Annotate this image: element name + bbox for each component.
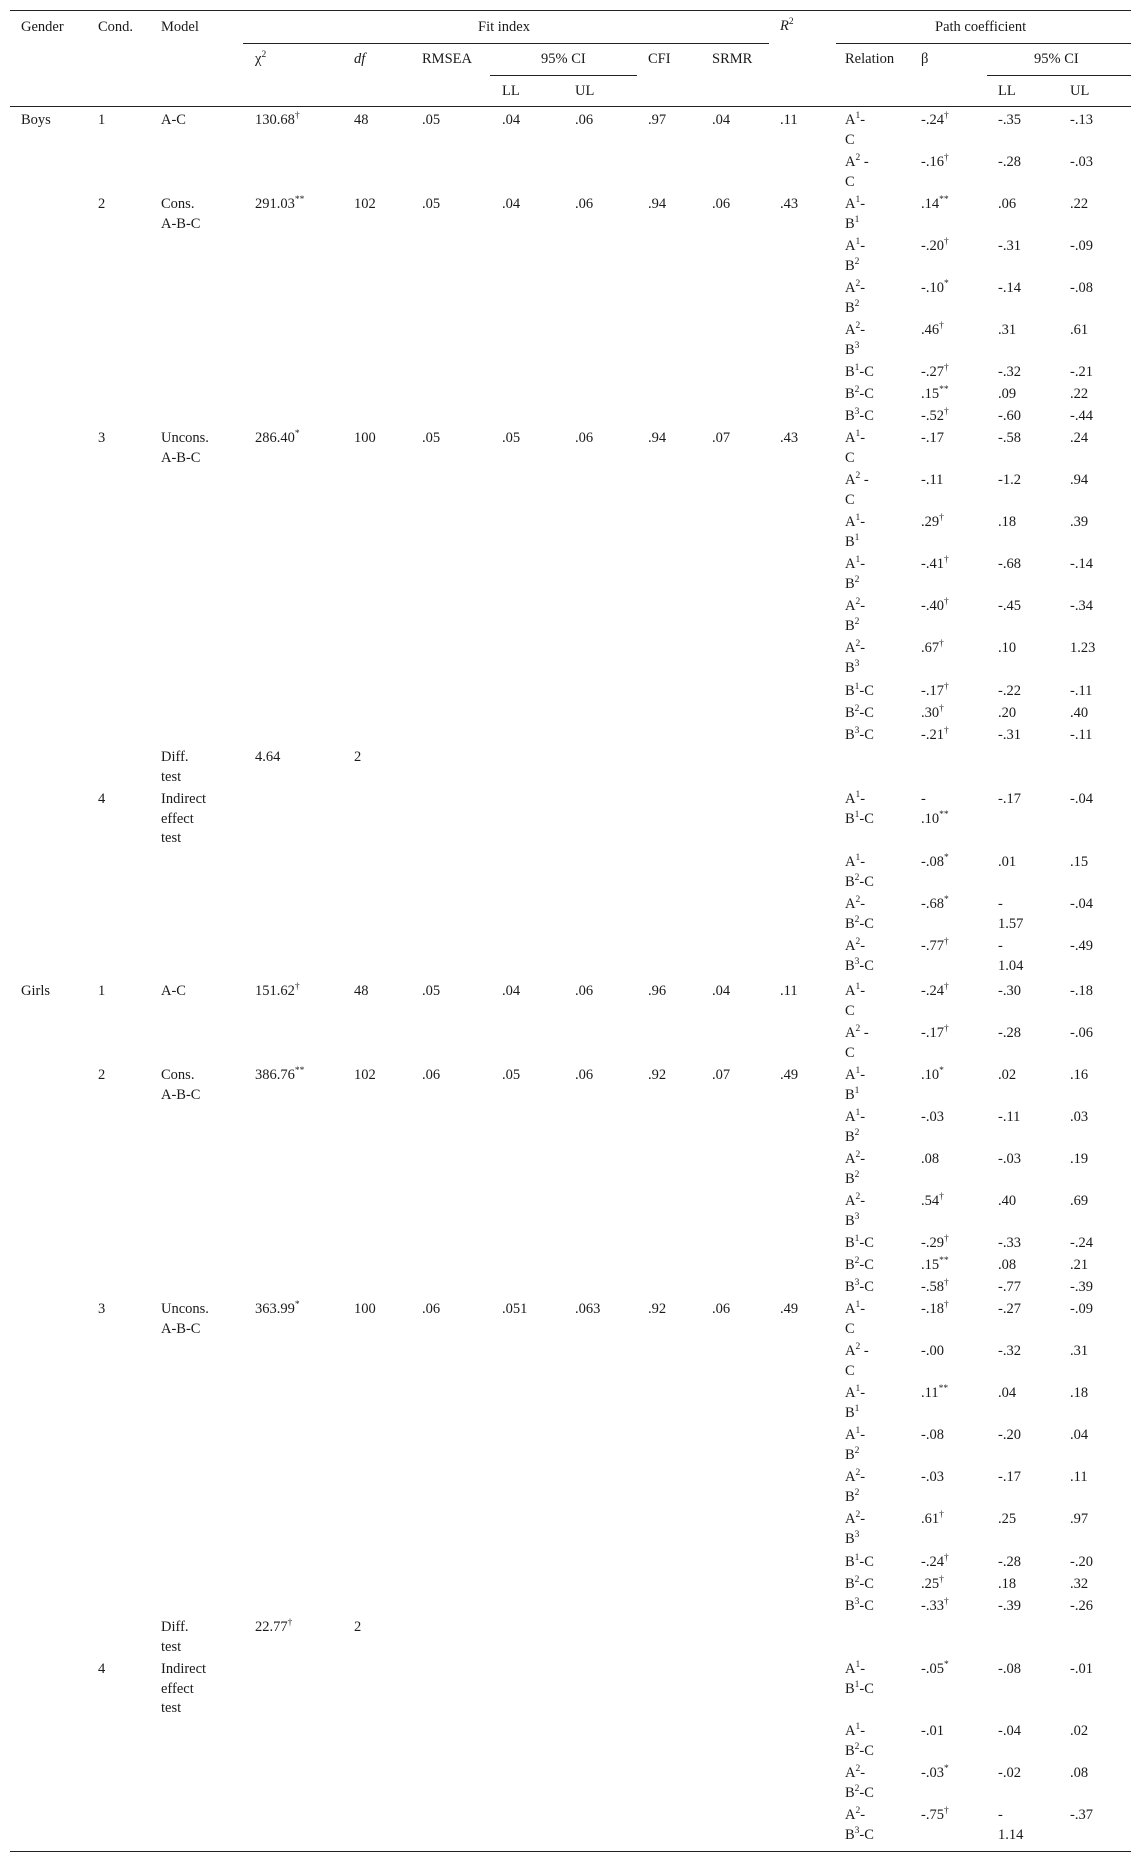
fit-chi-cell: 386.76**: [255, 1066, 305, 1083]
path-ul-cell: .69: [1070, 1193, 1089, 1209]
path-rel-cell: $B^3-C$: [845, 1278, 874, 1295]
path-ll-cell: -.45: [998, 598, 1021, 614]
path-ll-cell: - 1.57: [998, 896, 1024, 932]
path-ll-cell: -.60: [998, 408, 1021, 424]
path-rel-cell: $A^1-$ $B^2-C$: [845, 1722, 874, 1759]
path-b-cell: -.17†: [921, 682, 949, 699]
path-rel-cell: $A^1-$ $B^1$: [845, 195, 866, 232]
path-ll-cell: -.28: [998, 154, 1021, 170]
path-b-cell: .25†: [921, 1575, 944, 1592]
path-ll-cell: -1.2: [998, 472, 1021, 488]
fit-ul-cell: .06: [575, 196, 594, 212]
fit-ul-cell: .06: [575, 983, 594, 999]
path-ul-cell: .94: [1070, 472, 1089, 488]
path-ll-cell: .01: [998, 854, 1017, 870]
fit-rmsea-cell: .05: [422, 430, 441, 446]
path-ul-cell: .32: [1070, 1576, 1089, 1592]
path-rel-cell: $A^1-$ $B^2$: [845, 1108, 866, 1145]
path-ul-cell: .16: [1070, 1067, 1089, 1083]
path-ll-cell: .20: [998, 705, 1017, 721]
path-rel-cell: $A^1-$ $B^2$: [845, 555, 866, 592]
fit-df-cell: 102: [354, 1067, 376, 1083]
fit-cfi-cell: .96: [648, 983, 667, 999]
header-cond: Cond.: [98, 19, 134, 35]
path-b-cell: .15**: [921, 385, 949, 402]
path-rel-cell: $A^2-$ $B^2$: [845, 1468, 866, 1505]
path-rel-cell: $A^1-$ C: [845, 982, 866, 1019]
path-ll-cell: .09: [998, 386, 1017, 402]
path-b-cell: -.24†: [921, 982, 949, 999]
path-ul-cell: .24: [1070, 430, 1089, 446]
path-rel-cell: $B^1-C$: [845, 682, 874, 699]
path-rel-cell: $A^1-$ C: [845, 111, 866, 148]
fit-cond-cell: 3: [98, 430, 106, 446]
path-ul-cell: -.01: [1070, 1661, 1093, 1677]
fit-ul-cell: .06: [575, 112, 594, 128]
path-ul-cell: -.14: [1070, 556, 1093, 572]
fit-chi-cell: 363.99*: [255, 1300, 300, 1317]
header-fit-index: Fit index: [478, 19, 530, 35]
path-ll-cell: -.68: [998, 556, 1021, 572]
fit-model-cell: Cons. A-B-C: [161, 196, 201, 232]
fit-chi-cell: 286.40*: [255, 429, 300, 446]
path-b-cell: -.11: [921, 472, 944, 488]
path-ul-cell: -.09: [1070, 1301, 1093, 1317]
header-srmr: SRMR: [712, 51, 753, 67]
path-b-cell: .10*: [921, 1066, 944, 1083]
fit-model-cell: Diff. test: [161, 1619, 189, 1655]
path-rel-cell: $B^2-C$: [845, 704, 874, 721]
path-rel-cell: $A^1-$ $B^1$: [845, 513, 866, 550]
path-ul-cell: -.49: [1070, 938, 1093, 954]
path-ll-cell: -.35: [998, 112, 1021, 128]
fit-chi-cell: 291.03**: [255, 195, 305, 212]
fit-cfi-cell: .97: [648, 112, 667, 128]
path-rel-cell: $A^2-$ $B^3$: [845, 321, 866, 358]
path-ul-cell: -.21: [1070, 364, 1093, 380]
path-ul-cell: .97: [1070, 1511, 1089, 1527]
path-ul-cell: -.13: [1070, 112, 1093, 128]
path-b-cell: -.33†: [921, 1597, 949, 1614]
fit-model-cell: Uncons. A-B-C: [161, 1301, 209, 1337]
fit-chi-cell: 22.77†: [255, 1618, 293, 1635]
path-b-cell: -.08: [921, 1427, 944, 1443]
path-b-cell: -.29†: [921, 1234, 949, 1251]
header-gender: Gender: [21, 19, 64, 35]
path-ll-cell: -.30: [998, 983, 1021, 999]
path-ci-rule: [987, 75, 1131, 76]
path-rel-cell: $A^1-$ $B^2$: [845, 1426, 866, 1463]
path-b-cell: -.24†: [921, 111, 949, 128]
fit-ll-cell: .05: [502, 1067, 521, 1083]
fit-r2-cell: .43: [780, 196, 799, 212]
path-ll-cell: -.22: [998, 683, 1021, 699]
path-ul-cell: .11: [1070, 1469, 1088, 1485]
path-ll-cell: -.11: [998, 1109, 1021, 1125]
path-b-cell: -.27†: [921, 363, 949, 380]
path-b-cell: .15**: [921, 1256, 949, 1273]
fit-srmr-cell: .04: [712, 983, 731, 999]
path-rel-cell: $B^3-C$: [845, 1597, 874, 1614]
path-ll-cell: .04: [998, 1385, 1017, 1401]
path-rel-cell: $A^1-$ $B^1$: [845, 1066, 866, 1103]
fit-cfi-cell: .92: [648, 1301, 667, 1317]
path-b-cell: .61†: [921, 1510, 944, 1527]
header-path-ll: LL: [998, 83, 1016, 99]
path-rel-cell: $A^1-$ $B^2$: [845, 237, 866, 274]
path-ul-cell: -.39: [1070, 1279, 1093, 1295]
path-rel-cell: $A^2$ - C: [845, 1342, 869, 1379]
path-ll-cell: -.32: [998, 364, 1021, 380]
path-ll-cell: -.31: [998, 727, 1021, 743]
header-path-ul: UL: [1070, 83, 1090, 99]
fit-rmsea-cell: .06: [422, 1301, 441, 1317]
path-b-cell: -.03*: [921, 1764, 949, 1781]
path-rel-cell: $A^2$ - C: [845, 1024, 869, 1061]
path-b-cell: .67†: [921, 639, 944, 656]
header-relation: Relation: [845, 51, 895, 67]
fit-ci-rule: [490, 75, 637, 76]
path-ul-cell: -.20: [1070, 1554, 1093, 1570]
fit-cond-cell: 3: [98, 1301, 106, 1317]
path-ll-cell: - 1.14: [998, 1807, 1024, 1843]
path-rel-cell: $B^1-C$: [845, 363, 874, 380]
path-ll-cell: .18: [998, 514, 1017, 530]
path-rel-cell: $A^1-$ C: [845, 429, 866, 466]
path-b-cell: .29†: [921, 513, 944, 530]
path-ll-cell: .08: [998, 1257, 1017, 1273]
path-b-cell: -.01: [921, 1723, 944, 1739]
fit-r2-cell: .11: [780, 983, 798, 999]
fit-model-cell: Diff. test: [161, 749, 189, 785]
fit-ul-cell: .06: [575, 1067, 594, 1083]
path-ll-cell: -.28: [998, 1554, 1021, 1570]
path-ul-cell: .08: [1070, 1765, 1089, 1781]
path-ul-cell: -.34: [1070, 598, 1093, 614]
path-b-cell: .11**: [921, 1384, 949, 1401]
path-ll-cell: - 1.04: [998, 938, 1024, 974]
path-ul-cell: -.18: [1070, 983, 1093, 999]
path-ul-cell: -.44: [1070, 408, 1093, 424]
path-rel-cell: $A^1-$ $B^1-C$: [845, 790, 874, 827]
table-top-rule: [10, 10, 1131, 11]
path-ll-cell: .25: [998, 1511, 1017, 1527]
path-b-cell: -.03: [921, 1469, 944, 1485]
fit-model-cell: A-C: [161, 112, 186, 128]
path-ul-cell: .18: [1070, 1385, 1089, 1401]
path-ul-cell: .02: [1070, 1723, 1089, 1739]
path-b-cell: -.24†: [921, 1553, 949, 1570]
path-rel-cell: $A^2-$ $B^3$: [845, 1510, 866, 1547]
path-rel-cell: $A^1-$ C: [845, 1300, 866, 1337]
path-ul-cell: -.11: [1070, 683, 1093, 699]
path-ul-cell: -.26: [1070, 1598, 1093, 1614]
path-b-cell: -.52†: [921, 407, 949, 424]
fit-ll-cell: .04: [502, 983, 521, 999]
header-r2: $R^2$: [780, 17, 794, 34]
path-ul-cell: .39: [1070, 514, 1089, 530]
path-b-cell: -.17: [921, 430, 944, 446]
path-rel-cell: $A^2-$ $B^2$: [845, 1150, 866, 1187]
path-rel-cell: $B^3-C$: [845, 726, 874, 743]
fit-rmsea-cell: .05: [422, 196, 441, 212]
path-b-cell: .54†: [921, 1192, 944, 1209]
header-rmsea: RMSEA: [422, 51, 472, 67]
path-ul-cell: .19: [1070, 1151, 1089, 1167]
fit-r2-cell: .43: [780, 430, 799, 446]
fit-cond-cell: 4: [98, 1661, 106, 1677]
path-ul-cell: -.06: [1070, 1025, 1093, 1041]
fit-model-cell: Cons. A-B-C: [161, 1067, 201, 1103]
header-fit-ll: LL: [502, 83, 520, 99]
path-rel-cell: $A^2-$ $B^2$: [845, 597, 866, 634]
path-ul-cell: .40: [1070, 705, 1089, 721]
path-ul-cell: .31: [1070, 1343, 1089, 1359]
fit-ul-cell: .06: [575, 430, 594, 446]
fit-df-cell: 102: [354, 196, 376, 212]
path-ll-cell: -.27: [998, 1301, 1021, 1317]
path-b-cell: -.05*: [921, 1660, 949, 1677]
path-b-cell: -.17†: [921, 1024, 949, 1041]
path-b-cell: -.16†: [921, 153, 949, 170]
path-ul-cell: -.11: [1070, 727, 1093, 743]
fit-model-cell: A-C: [161, 983, 186, 999]
path-ul-cell: 1.23: [1070, 640, 1096, 656]
path-rel-cell: $A^2-$ $B^3$: [845, 639, 866, 676]
path-ll-cell: .31: [998, 322, 1017, 338]
path-ll-cell: -.33: [998, 1235, 1021, 1251]
fit-ll-cell: .04: [502, 196, 521, 212]
path-rel-cell: $A^2-$ $B^2$: [845, 279, 866, 316]
path-ul-cell: .22: [1070, 386, 1089, 402]
table-bottom-rule: [10, 1851, 1131, 1852]
fit-model-cell: Uncons. A-B-C: [161, 430, 209, 466]
path-coefficient-rule: [836, 43, 1131, 44]
path-b-cell: -.75†: [921, 1806, 949, 1823]
path-b-cell: .30†: [921, 704, 944, 721]
path-ul-cell: .22: [1070, 196, 1089, 212]
path-b-cell: -.58†: [921, 1278, 949, 1295]
fit-rmsea-cell: .05: [422, 112, 441, 128]
header-df: df: [354, 51, 366, 67]
path-b-cell: -.77†: [921, 937, 949, 954]
fit-srmr-cell: .06: [712, 196, 731, 212]
fit-df-cell: 100: [354, 430, 376, 446]
fit-ll-cell: .04: [502, 112, 521, 128]
fit-chi-cell: 151.62†: [255, 982, 300, 999]
header-bottom-rule: [10, 106, 1131, 107]
fit-cfi-cell: .94: [648, 430, 667, 446]
path-ll-cell: .06: [998, 196, 1017, 212]
fit-ll-cell: .05: [502, 430, 521, 446]
fit-rmsea-cell: .05: [422, 983, 441, 999]
path-ll-cell: -.28: [998, 1025, 1021, 1041]
path-rel-cell: $A^2$ - C: [845, 153, 869, 190]
fit-df-cell: 48: [354, 112, 369, 128]
path-ll-cell: -.17: [998, 1469, 1021, 1485]
path-b-cell: -.21†: [921, 726, 949, 743]
path-ll-cell: .40: [998, 1193, 1017, 1209]
path-b-cell: -.68*: [921, 895, 949, 912]
path-ll-cell: -.14: [998, 280, 1021, 296]
path-ul-cell: -.04: [1070, 896, 1093, 912]
fit-cfi-cell: .92: [648, 1067, 667, 1083]
header-fit-ci: 95% CI: [541, 51, 586, 67]
path-b-cell: -.18†: [921, 1300, 949, 1317]
header-path-ci: 95% CI: [1034, 51, 1079, 67]
path-rel-cell: $A^2-$ $B^3-C$: [845, 1806, 874, 1843]
path-ul-cell: .21: [1070, 1257, 1089, 1273]
path-ul-cell: .61: [1070, 322, 1089, 338]
path-ul-cell: -.04: [1070, 791, 1093, 807]
fit-r2-cell: .49: [780, 1301, 799, 1317]
path-b-cell: -.08*: [921, 853, 949, 870]
path-b-cell: -.40†: [921, 597, 949, 614]
path-ll-cell: -.32: [998, 1343, 1021, 1359]
header-cfi: CFI: [648, 51, 671, 67]
path-ul-cell: -.37: [1070, 1807, 1093, 1823]
fit-index-rule: [243, 43, 769, 44]
fit-cond-cell: 2: [98, 196, 106, 212]
fit-model-cell: Indirect effect test: [161, 1661, 207, 1717]
fit-cond-cell: 2: [98, 1067, 106, 1083]
path-rel-cell: $B^2-C$: [845, 1256, 874, 1273]
path-rel-cell: $B^3-C$: [845, 407, 874, 424]
fit-ul-cell: .063: [575, 1301, 601, 1317]
path-b-cell: -.03: [921, 1109, 944, 1125]
path-rel-cell: $A^2$ - C: [845, 471, 869, 508]
path-rel-cell: $B^2-C$: [845, 385, 874, 402]
fit-chi-cell: 130.68†: [255, 111, 300, 128]
fit-chi-cell: 4.64: [255, 749, 281, 765]
header-model: Model: [161, 19, 199, 35]
fit-cfi-cell: .94: [648, 196, 667, 212]
fit-srmr-cell: .07: [712, 1067, 731, 1083]
header-fit-ul: UL: [575, 83, 595, 99]
path-ul-cell: .04: [1070, 1427, 1089, 1443]
fit-g-cell: Girls: [21, 983, 50, 999]
fit-srmr-cell: .07: [712, 430, 731, 446]
path-b-cell: .08: [921, 1151, 940, 1167]
fit-srmr-cell: .06: [712, 1301, 731, 1317]
fit-srmr-cell: .04: [712, 112, 731, 128]
fit-cond-cell: 1: [98, 983, 106, 999]
path-ll-cell: .02: [998, 1067, 1017, 1083]
fit-df-cell: 2: [354, 1619, 362, 1635]
path-ul-cell: -.24: [1070, 1235, 1093, 1251]
path-rel-cell: $A^2-$ $B^2-C$: [845, 1764, 874, 1801]
header-beta: β: [921, 51, 929, 67]
path-ll-cell: -.39: [998, 1598, 1021, 1614]
path-rel-cell: $A^1-$ $B^2-C$: [845, 853, 874, 890]
header-chi-square: $\chi^2$: [255, 50, 267, 67]
path-b-cell: -.41†: [921, 555, 949, 572]
path-ll-cell: -.31: [998, 238, 1021, 254]
fit-cond-cell: 4: [98, 791, 106, 807]
path-rel-cell: $B^1-C$: [845, 1234, 874, 1251]
path-ll-cell: -.04: [998, 1723, 1021, 1739]
fit-g-cell: Boys: [21, 112, 51, 128]
path-b-cell: -.00: [921, 1343, 944, 1359]
path-rel-cell: $A^1-$ $B^1-C$: [845, 1660, 874, 1697]
path-ll-cell: -.20: [998, 1427, 1021, 1443]
path-ul-cell: .03: [1070, 1109, 1089, 1125]
path-ll-cell: -.02: [998, 1765, 1021, 1781]
path-ll-cell: -.17: [998, 791, 1021, 807]
path-ll-cell: -.58: [998, 430, 1021, 446]
fit-r2-cell: .49: [780, 1067, 799, 1083]
path-rel-cell: $B^1-C$: [845, 1553, 874, 1570]
path-ll-cell: .10: [998, 640, 1017, 656]
header-path-coefficient: Path coefficient: [935, 19, 1027, 35]
fit-df-cell: 48: [354, 983, 369, 999]
path-b-cell: - .10**: [921, 791, 949, 827]
fit-df-cell: 2: [354, 749, 362, 765]
fit-model-cell: Indirect effect test: [161, 791, 207, 847]
fit-ll-cell: .051: [502, 1301, 528, 1317]
fit-cond-cell: 1: [98, 112, 106, 128]
path-ul-cell: -.09: [1070, 238, 1093, 254]
path-b-cell: -.10*: [921, 279, 949, 296]
path-ul-cell: .15: [1070, 854, 1089, 870]
path-rel-cell: $A^2-$ $B^2-C$: [845, 895, 874, 932]
path-rel-cell: $B^2-C$: [845, 1575, 874, 1592]
path-ll-cell: -.77: [998, 1279, 1021, 1295]
path-ll-cell: .18: [998, 1576, 1017, 1592]
path-b-cell: .46†: [921, 321, 944, 338]
path-rel-cell: $A^1-$ $B^1$: [845, 1384, 866, 1421]
path-b-cell: .14**: [921, 195, 949, 212]
fit-r2-cell: .11: [780, 112, 798, 128]
path-rel-cell: $A^2-$ $B^3$: [845, 1192, 866, 1229]
path-rel-cell: $A^2-$ $B^3-C$: [845, 937, 874, 974]
fit-rmsea-cell: .06: [422, 1067, 441, 1083]
path-b-cell: -.20†: [921, 237, 949, 254]
fit-df-cell: 100: [354, 1301, 376, 1317]
path-ll-cell: -.08: [998, 1661, 1021, 1677]
path-ul-cell: -.03: [1070, 154, 1093, 170]
path-ll-cell: -.03: [998, 1151, 1021, 1167]
path-ul-cell: -.08: [1070, 280, 1093, 296]
